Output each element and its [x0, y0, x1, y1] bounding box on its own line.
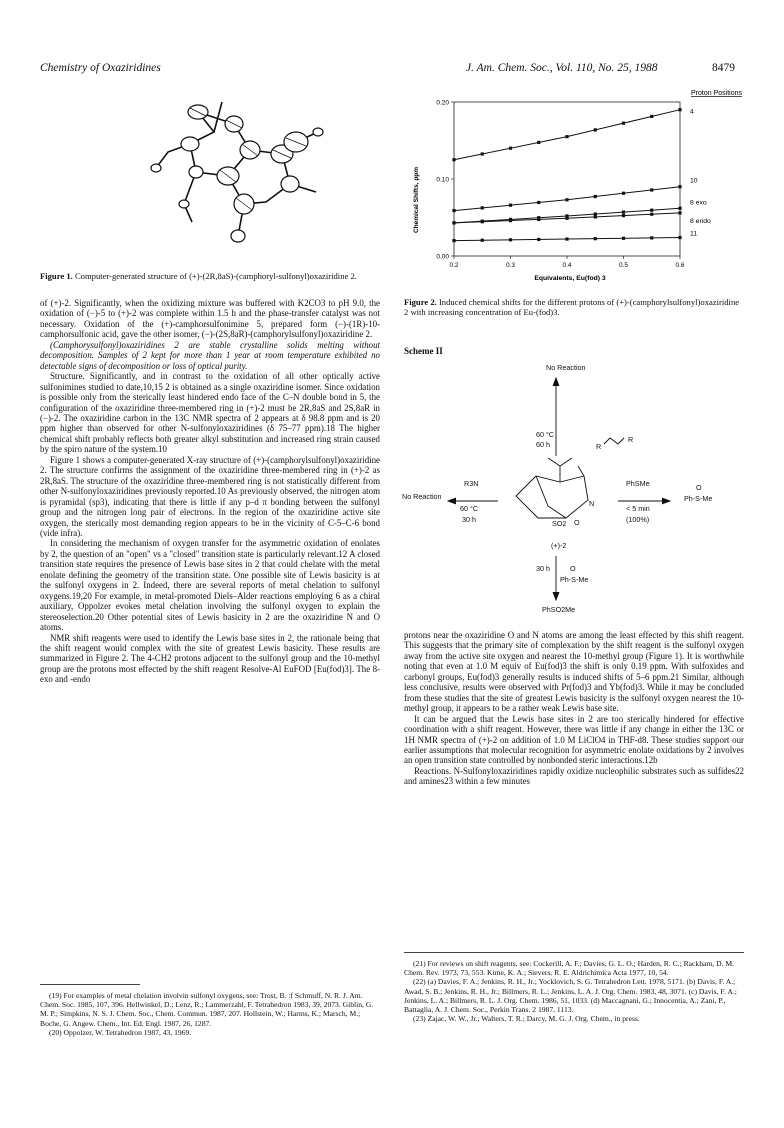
data-point — [452, 239, 455, 242]
figure1-label: Figure 1. — [40, 271, 73, 281]
paragraph: In considering the mechanism of oxygen transfer for the asymmetric oxidation of enolates by 2, the question of an "open" vs a "closed" transition state is particularly relevant.12 A closed transition state requires the presence of Lewis base sites in 2 that could chelate with the metal enolate defining the geometry of the transition state. One possible site of Lewis basicity is at the sulfonyl oxygens in 2. Indeed, there are several reports of metal chelation to sulfonyl oxygens.19,20 For example, in metal-promoted Diels–Alder reactions employing 6 as a chiral auxiliary, Oppolzer evokes metal chelation involving the sulfonyl oxygen to explain the stereoselection.20 Other potential sites of Lewis basicity in 2 are the oxaziridine N and O atoms. — [40, 538, 380, 633]
right-column — [404, 630, 744, 787]
figure2-caption-text: Induced chemical shifts for the different protons of (+)-(camphorylsulfonyl)oxaziridine 2 with increasing concentration of Eu-(fod)3. — [404, 297, 740, 318]
data-point — [452, 158, 455, 161]
paragraph: Figure 1 shows a computer-generated X-ray structure of (+)-(camphorylsulfonyl)oxaziridine 2. The structure confirms the assignment of the oxaziridine three-membered ring in (+)-2 as 2R,8aS. The structure of the oxaziridine three-membered ring is not statistically different from other N-sulfonyloxaziridines previously reported.10 As previously observed, the nitrogen atom is pyramidal (sp3), indicating that there is little if any p–d π bonding between the sulfonyl group and the nitrogen long pair of electrons. In the region of the oxaziridine active site oxygen, the sterically most demanding region appears to be in the vicinity of C-5–C-6 bond (vide infra). — [40, 454, 380, 538]
series-label: 11 — [690, 230, 698, 238]
data-point — [622, 214, 625, 217]
x-axis-label: Equivalents, Eu(fod) 3 — [534, 275, 606, 282]
series-label: 8 exo — [690, 199, 707, 207]
group-so2: SO2 — [552, 519, 567, 528]
data-point — [678, 185, 681, 188]
figure2-chart — [404, 84, 744, 294]
scheme-left-reagent: R3N — [464, 479, 479, 488]
footnote: (23) Zajac, W. W., Jr.; Walters, T. R.; Darcy, M. G. J. Org. Chem., in press. — [413, 1014, 640, 1024]
alkene-r1: R — [596, 442, 602, 451]
data-point — [565, 237, 568, 240]
data-point — [650, 213, 653, 216]
y-tick-label: 0.20 — [436, 99, 449, 107]
data-point — [509, 204, 512, 207]
alkene-r2: R — [628, 435, 634, 444]
data-point — [537, 218, 540, 221]
data-point — [481, 239, 484, 242]
figure2-label: Figure 2. — [404, 297, 437, 307]
running-head-right: J. Am. Chem. Soc., Vol. 110, No. 25, 1988 — [466, 62, 658, 74]
scheme-bottom-product: PhSO2Me — [542, 605, 576, 614]
scheme-left-product: No Reaction — [402, 492, 442, 501]
x-tick-label: 0.3 — [505, 262, 516, 269]
footnote-rule — [404, 952, 744, 953]
data-point — [594, 215, 597, 218]
scheme-bottom-reagent: Ph-S-Me — [560, 575, 589, 584]
x-tick-label: 0.2 — [449, 262, 459, 269]
data-point — [678, 207, 681, 210]
y-axis-label: Chemical Shifts, ppm — [413, 166, 420, 234]
data-point — [650, 115, 653, 118]
data-point — [537, 141, 540, 144]
data-point — [622, 211, 625, 214]
figure1-caption — [40, 271, 380, 281]
x-tick-label: 0.5 — [618, 262, 629, 269]
paragraph: (Camphorysulfonyl)oxaziridines 2 are stable crystalline solids melting without decomposition. Samples of 2 kept for more than 1 year at room temperature exhibited no detectable signs of decomposition or loss of optical purity. — [40, 339, 380, 371]
data-point — [622, 122, 625, 125]
figure1-caption-text: Computer-generated structure of (+)-(2R,8aS)-(camphoryl-sulfonyl)oxaziridine 2. — [74, 271, 357, 281]
data-point — [509, 147, 512, 150]
data-point — [594, 195, 597, 198]
scheme-right-reagent: PhSMe — [626, 479, 650, 488]
left-footnotes — [40, 991, 380, 1037]
data-point — [650, 236, 653, 239]
x-tick-label: 0.6 — [675, 262, 685, 269]
figure2-caption — [404, 297, 744, 317]
data-point — [537, 238, 540, 241]
data-point — [452, 209, 455, 212]
running-head-left: Chemistry of Oxaziridines — [40, 62, 161, 74]
footnote: (21) For reviews on shift reagents, see: Cockerill, A. F.; Davies, G. L. O.; Harden, R. C.; Rackham, D. M. Chem. Rev. 1973, 73, 553. Kime, K. A.; Sievers, R. E. Aldrichimica Acta 1977, 10, 54. — [404, 959, 735, 978]
paragraph: of (+)-2. Significantly, when the oxidizing mixture was buffered with K2CO3 to pH 9.0, the oxidation of (−)-5 to (+)-2 was complete within 1.5 h and the phase-transfer catalyst was not necessary. Oxidation of the (+)-camphorsulfonimine 5, prepared form (−)-(1R)-10-camphorsulfonic acid, gave the other isomer, (−)-(2S,8aR)-(camphorylsulfonyl)oxaziridine 2. — [40, 298, 380, 340]
data-point — [678, 236, 681, 239]
footnote: (22) (a) Davies, F. A.; Jenkins, R. H., Jr.; Yocklovich, S. G. Tetrahedron Lett. 1978, 5171. (b) Davis, F. A.; Awad, S. B.; Jenkins, R. H., Jr.; Billmers, R. L.; Jenkins, L. A. J. Org. Chem. 1983, 48, 3071. (c) Davis, F. A.; Jenkins, L. A.; Billmers, R. L. J. Org. Chem. 1986, 51, 1033. (d) Maccagnani, G.; Innocentia, A.; Zani, P., Battaglia, A. J. Chem. Soc., Perkin Trans. 2 1987, 1113. — [404, 977, 737, 1015]
data-point — [509, 238, 512, 241]
data-point — [594, 212, 597, 215]
data-point — [650, 188, 653, 191]
scheme-right-cond1: < 5 min — [626, 504, 650, 513]
plot-frame — [454, 102, 680, 256]
scheme-right-product-o: O — [696, 483, 702, 492]
scheme-bottom-cond: 30 h — [536, 564, 550, 573]
data-point — [481, 206, 484, 209]
chart-marks — [452, 108, 711, 242]
data-point — [481, 220, 484, 223]
data-point — [565, 198, 568, 201]
scheme-top-cond2: 60 h — [536, 440, 550, 449]
scheme-bottom-reagent-o: O — [570, 564, 576, 573]
page-number: 8479 — [712, 62, 735, 74]
scheme-top-cond1: 60 °C — [536, 430, 555, 439]
paragraph: Reactions. N-Sulfonyloxaziridines rapidly oxidize nucleophilic substrates such as sulfides22 and amines23 within a few minutes — [404, 765, 744, 787]
data-point — [565, 135, 568, 138]
data-point — [678, 108, 681, 111]
legend-title: Proton Positions — [691, 90, 742, 97]
data-point — [594, 128, 597, 131]
paragraph: Structure. Significantly, and in contrast to the oxidation of all other optically active sulfonimines studied to date,10,15 2 is obtained as a single oxaziridine isomer. Since oxidation is possible only from the sterically least hindered endo face of the C–N double bond in 5, the configuration of the oxaziridine three-membered ring in (+)-2 must be 2R,8aS and 2S,8aR in (−)-2. The oxaziridine carbon in the 13C NMR spectra of 2 appears at δ 98.8 ppm and is 20 ppm higher than observed for other N-sulfonyloxaziridines (δ 75–77 ppm).18 The higher chemical shift probably reflects both greater alkyl substitution and increased ring strain caused by the spiro nature of the system.10 — [40, 371, 380, 455]
scheme-top-product: No Reaction — [546, 363, 586, 372]
atom-n: N — [589, 499, 595, 508]
paragraph: NMR shift reagents were used to identify the Lewis base sites in 2, the rationale being that the shift reagent would complex with the site of greatest Lewis basicity. These results are summarized in Figure 2. The 4-CH2 protons adjacent to the sulfonyl group and the 10-methyl group are the protons most effected by the shift reagent Resolve-Al EuFOD [Eu(fod)3]. The 8-exo and -endo — [40, 632, 380, 685]
scheme-right-product: Ph-S-Me — [684, 494, 713, 503]
x-tick-label: 0.4 — [562, 262, 572, 269]
atom-o: O — [574, 518, 580, 527]
left-column — [40, 298, 380, 685]
data-point — [650, 209, 653, 212]
series-label: 10 — [690, 177, 698, 185]
scheme-left-cond2: 30 h — [462, 515, 476, 524]
data-point — [622, 237, 625, 240]
figure1-structure — [130, 80, 360, 260]
chart-axes — [436, 99, 685, 269]
paragraph: protons near the oxaziridine O and N atoms are among the least effected by this shift reagent. This suggests that the primary site of complexation by the shift reagent is the sulfonyl oxygen away from the active site oxygen and nearest the 10-methyl group (Figure 1). It is worthwhile noting that even at 1.0 M equiv of Eu(fod)3 the shift is only 0.19 ppm. With sulfoxides and carbonyl groups, Eu(fod)3 generally results is induced shifts of 5–6 ppm.21 Similar, although less conclusive, results were observed with Pr(fod)3 and Yb(fod)3. While it may be concluded from these studies that the site of greatest Lewis basicity is the sulfonyl oxygen nearest the 10-methyl group, it appears to be a rather weak Lewis base site. — [404, 630, 744, 714]
footnote-rule — [40, 984, 140, 985]
series-label: 4 — [690, 108, 694, 116]
camphor-skeleton — [516, 458, 588, 518]
y-tick-label: 0.00 — [436, 253, 449, 261]
scheme-left-cond1: 60 °C — [460, 504, 479, 513]
footnote: (19) For examples of metal chelation involvin sulfonyl oxygens, see: Trost, B. :f Schmuff, N. R. J. Am. Chem. Soc. 1985, 107, 396. Hellwinkel, D.; Lenz, R.; Lammerzahl, F. Tetrahedron 1983, 39, 2073. Giblin, G. M. P.; Simpkins, N. S. J. Chem. Soc., Chem. Commun. 1987, 207. Hollstein, W.; Harms, K.; Marsch, M.; Boche, G. Angew. Chem., Int. Ed. Engl. 1987, 26, 1287. — [40, 991, 374, 1028]
scheme-title: Scheme II — [404, 346, 443, 356]
data-point — [622, 192, 625, 195]
compound-label: (+)-2 — [551, 541, 567, 550]
data-point — [678, 211, 681, 214]
right-footnotes — [404, 959, 744, 1023]
data-point — [452, 221, 455, 224]
data-point — [594, 237, 597, 240]
alkene — [604, 438, 624, 444]
y-tick-label: 0.10 — [436, 176, 449, 184]
series-line — [454, 110, 680, 160]
data-point — [565, 217, 568, 220]
footnote: (20) Oppolzer, W. Tetrahedron 1987, 43, 1969. — [49, 1027, 192, 1037]
series-label: 8 endo — [690, 217, 711, 225]
data-point — [537, 201, 540, 204]
data-point — [509, 219, 512, 222]
scheme-right-cond2: (100%) — [626, 515, 650, 524]
data-point — [481, 152, 484, 155]
scheme-ii — [398, 358, 748, 623]
paragraph: It can be argued that the Lewis base sites in 2 are too sterically hindered for effective coordination with a shift reagent. However, there was little if any change in either the 13C or 1H NMR spectra of (+)-2 on addition of 1.0 M LiClO4 in THF-d8. These studies support our earlier assumptions that molecular recognition for asymmetric enolate oxidations by 2 involves an open transition state controlled by nonbonded steric interactions.12b — [404, 713, 744, 766]
